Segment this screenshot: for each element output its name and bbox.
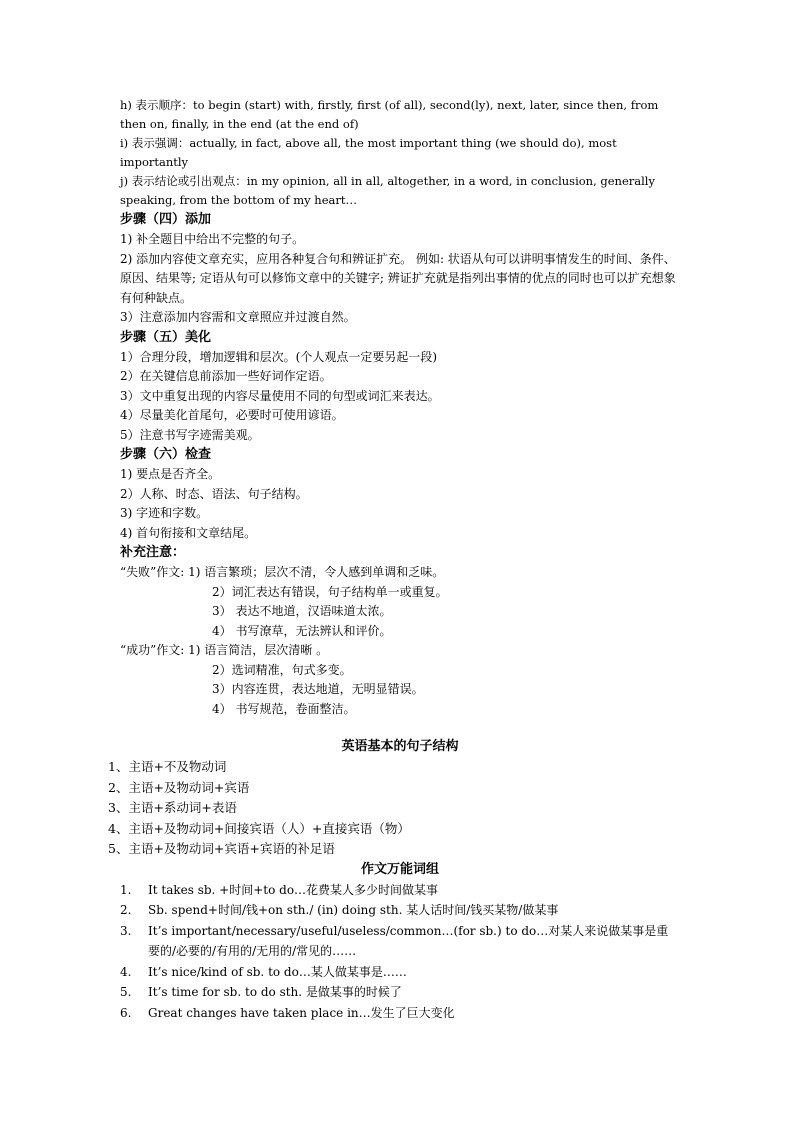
structure-item: 1、主语+不及物动词 (108, 759, 227, 774)
phrase-number: 4. (120, 964, 132, 979)
phrase-text: It’s nice/kind of sb. to do…某人做某事是…… (148, 964, 407, 979)
document-content (108, 96, 680, 1023)
phrase-number: 6. (120, 1005, 132, 1020)
phrase-item (120, 880, 680, 901)
fail-essay-item: 2）词汇表达有错误，句子结构单一或重复。 (212, 584, 448, 599)
connective-h: h) 表示顺序：to begin (start) with, firstly, first (of all), second(ly), next, later, since then, from then on, finally, in the end (at the end of) (120, 98, 659, 131)
step6-item: 4) 首句衔接和文章结尾。 (120, 525, 257, 540)
success-essay-lead: “成功”作文: 1) 语言简洁，层次清晰 。 (120, 643, 329, 657)
phrase-number: 2. (120, 903, 132, 917)
structure-item: 4、主语+及物动词+间接宾语（人）+直接宾语（物） (108, 820, 410, 836)
spacer (120, 719, 680, 737)
fail-essay-lead: “失败”作文: 1) 语言繁琐；层次不清，令人感到单调和乏味。 (120, 565, 445, 579)
step6-item: 2）人称、时态、语法、句子结构。 (120, 486, 308, 501)
step5-item: 2）在关键信息前添加一些好词作定语。 (120, 369, 332, 383)
phrase-item (120, 921, 680, 962)
step6-heading: 步骤（六）检查 (120, 447, 212, 462)
structure-item: 3、主语+系动词+表语 (108, 800, 237, 815)
success-essay-item: 2）选词精准，句式多变。 (212, 662, 352, 677)
structure-item: 5、主语+及物动词+宾语+宾语的补足语 (108, 841, 335, 856)
step5-item: 5）注意书写字迹需美观。 (120, 427, 260, 442)
structure-item: 2、主语+及物动词+宾语 (108, 779, 250, 795)
phrase-text: Great changes have taken place in…发生了巨大变化 (148, 1005, 455, 1020)
phrase-number: 1. (120, 882, 132, 897)
step4-item: 1) 补全题目中给出不完整的句子。 (120, 232, 305, 246)
step4-item: 2) 添加内容使文章充实，应用各种复合句和辨证扩充。 例如: 状语从句可以讲明事情发生的时间、条件、原因、结果等; 定语从句可以修饰文章中的关键字; 辨证扩充就是指列出事情的优点的同时也可以扩充想象有何种缺点。 (120, 251, 676, 305)
step5-heading: 步骤（五）美化 (120, 329, 212, 345)
step4-item: 3）注意添加内容需和文章照应并过渡自然。 (120, 310, 356, 324)
connective-i: i) 表示强调：actually, in fact, above all, the most important thing (we should do), most importantly (120, 136, 617, 169)
step5-item: 3）文中重复出现的内容尽量使用不同的句型或词汇来表达。 (120, 388, 440, 403)
step5-item: 4）尽量美化首尾句，必要时可使用谚语。 (120, 408, 344, 422)
step6-item: 3) 字迹和字数。 (120, 506, 209, 520)
step6-item: 1) 要点是否齐全。 (120, 467, 221, 481)
connective-j: j) 表示结论或引出观点：in my opinion, all in all, altogether, in a word, in conclusion, generally speaking, from the bottom of my heart… (120, 174, 655, 207)
phrase-item (120, 982, 680, 1003)
phrase-text: It’s time for sb. to do sth. 是做某事的时候了 (148, 985, 402, 999)
step4-heading: 步骤（四）添加 (120, 212, 212, 227)
phrases-list (120, 880, 680, 1024)
structures-title: 英语基本的句子结构 (341, 739, 459, 754)
phrase-text: It takes sb. +时间+to do…花费某人多少时间做某事 (148, 882, 439, 897)
phrase-item (120, 1003, 680, 1024)
success-essay-item: 4） 书写规范，卷面整洁。 (212, 701, 356, 716)
phrase-text: It’s important/necessary/useful/useless/common…(for sb.) to do…对某人来说做某事是重要的/必要的/有用的/无用的/常见的…… (148, 923, 669, 958)
step5-item: 1）合理分段，增加逻辑和层次。(个人观点一定要另起一段) (120, 349, 438, 364)
phrases-title: 作文万能词组 (360, 861, 439, 877)
phrase-item (120, 962, 680, 983)
phrase-number: 5. (120, 985, 132, 999)
fail-essay-item: 3） 表达不地道，汉语味道太浓。 (212, 604, 392, 618)
success-essay-item: 3）内容连贯，表达地道，无明显错误。 (212, 682, 424, 696)
phrase-text: Sb. spend+时间/钱+on sth./ (in) doing sth. 某人话时间/钱买某物/做某事 (148, 903, 559, 917)
phrase-number: 3. (120, 923, 132, 938)
fail-essay-item: 4） 书写潦草，无法辨认和评价。 (212, 623, 392, 638)
phrase-item (120, 900, 680, 921)
notes-heading: 补充注意： (120, 545, 186, 560)
